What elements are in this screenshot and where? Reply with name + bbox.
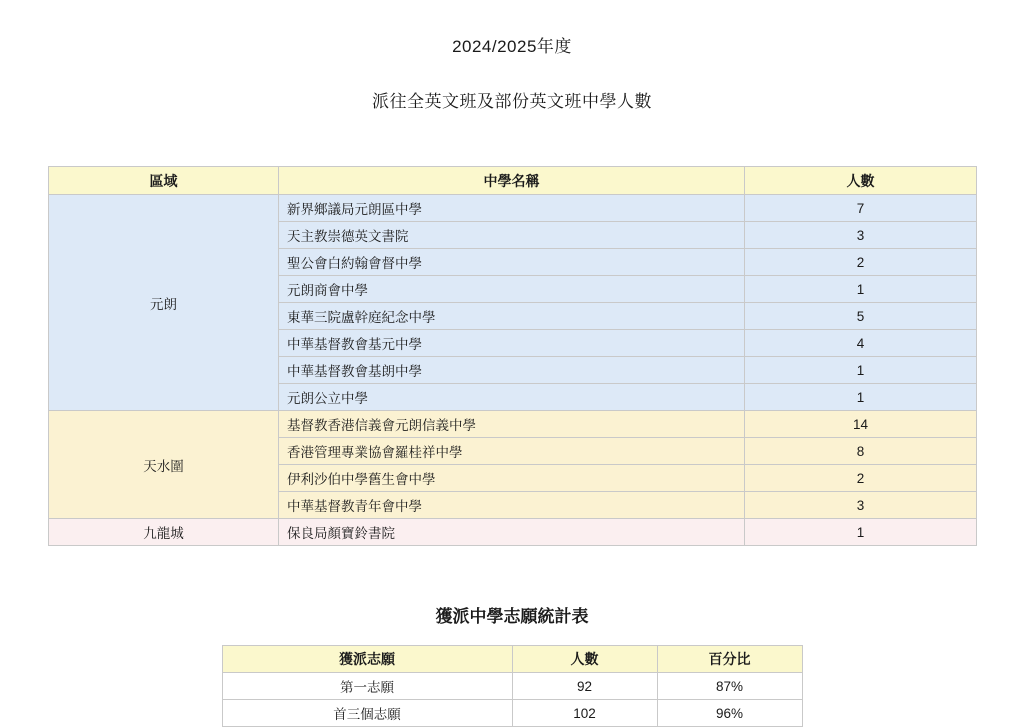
column-header-choice-count: 人數 bbox=[512, 646, 657, 673]
student-count: 5 bbox=[745, 303, 977, 330]
student-count: 2 bbox=[745, 249, 977, 276]
column-header-region: 區域 bbox=[49, 167, 279, 195]
school-name: 聖公會白約翰會督中學 bbox=[279, 249, 745, 276]
school-name: 香港管理專業協會羅桂祥中學 bbox=[279, 438, 745, 465]
region-label-tin-shui-wai: 天水圍 bbox=[49, 411, 279, 519]
student-count: 1 bbox=[745, 357, 977, 384]
school-name: 伊利沙伯中學舊生會中學 bbox=[279, 465, 745, 492]
student-count: 1 bbox=[745, 519, 977, 546]
school-name: 元朗商會中學 bbox=[279, 276, 745, 303]
choice-label: 首三個志願 bbox=[222, 700, 512, 727]
school-name: 天主教崇德英文書院 bbox=[279, 222, 745, 249]
table-row bbox=[49, 519, 977, 546]
choice-count: 102 bbox=[512, 700, 657, 727]
student-count: 1 bbox=[745, 384, 977, 411]
school-name: 保良局顏寶鈴書院 bbox=[279, 519, 745, 546]
region-label-kowloon-city: 九龍城 bbox=[49, 519, 279, 546]
student-count: 14 bbox=[745, 411, 977, 438]
allocation-table-header bbox=[49, 167, 977, 195]
school-name: 元朗公立中學 bbox=[279, 384, 745, 411]
school-name: 東華三院盧幹庭紀念中學 bbox=[279, 303, 745, 330]
table-row bbox=[49, 411, 977, 438]
column-header-choice: 獲派志願 bbox=[222, 646, 512, 673]
choice-table-body bbox=[222, 673, 802, 727]
student-count: 8 bbox=[745, 438, 977, 465]
school-name: 新界鄉議局元朗區中學 bbox=[279, 195, 745, 222]
choice-statistics-table bbox=[222, 645, 803, 727]
allocation-table bbox=[48, 166, 977, 546]
table-header-row bbox=[49, 167, 977, 195]
school-name: 中華基督教青年會中學 bbox=[279, 492, 745, 519]
student-count: 2 bbox=[745, 465, 977, 492]
student-count: 1 bbox=[745, 276, 977, 303]
student-count: 3 bbox=[745, 492, 977, 519]
column-header-school: 中學名稱 bbox=[279, 167, 745, 195]
region-label-yuen-long: 元朗 bbox=[49, 195, 279, 411]
choice-table-header bbox=[222, 646, 802, 673]
school-name: 中華基督教會基朗中學 bbox=[279, 357, 745, 384]
choice-label: 第一志願 bbox=[222, 673, 512, 700]
student-count: 7 bbox=[745, 195, 977, 222]
student-count: 4 bbox=[745, 330, 977, 357]
table-row bbox=[49, 195, 977, 222]
choice-percent: 96% bbox=[657, 700, 802, 727]
choice-section-title: 獲派中學志願統計表 bbox=[435, 607, 589, 626]
table-row bbox=[222, 673, 802, 700]
school-name: 基督教香港信義會元朗信義中學 bbox=[279, 411, 745, 438]
allocation-table-body bbox=[49, 195, 977, 546]
table-row bbox=[222, 700, 802, 727]
column-header-count: 人數 bbox=[745, 167, 977, 195]
choice-count: 92 bbox=[512, 673, 657, 700]
school-name: 中華基督教會基元中學 bbox=[279, 330, 745, 357]
column-header-percent: 百分比 bbox=[657, 646, 802, 673]
student-count: 3 bbox=[745, 222, 977, 249]
document-title-year: 2024/2025年度 bbox=[452, 37, 572, 56]
document-title-subject: 派往全英文班及部份英文班中學人數 bbox=[372, 92, 652, 111]
choice-percent: 87% bbox=[657, 673, 802, 700]
table-header-row bbox=[222, 646, 802, 673]
